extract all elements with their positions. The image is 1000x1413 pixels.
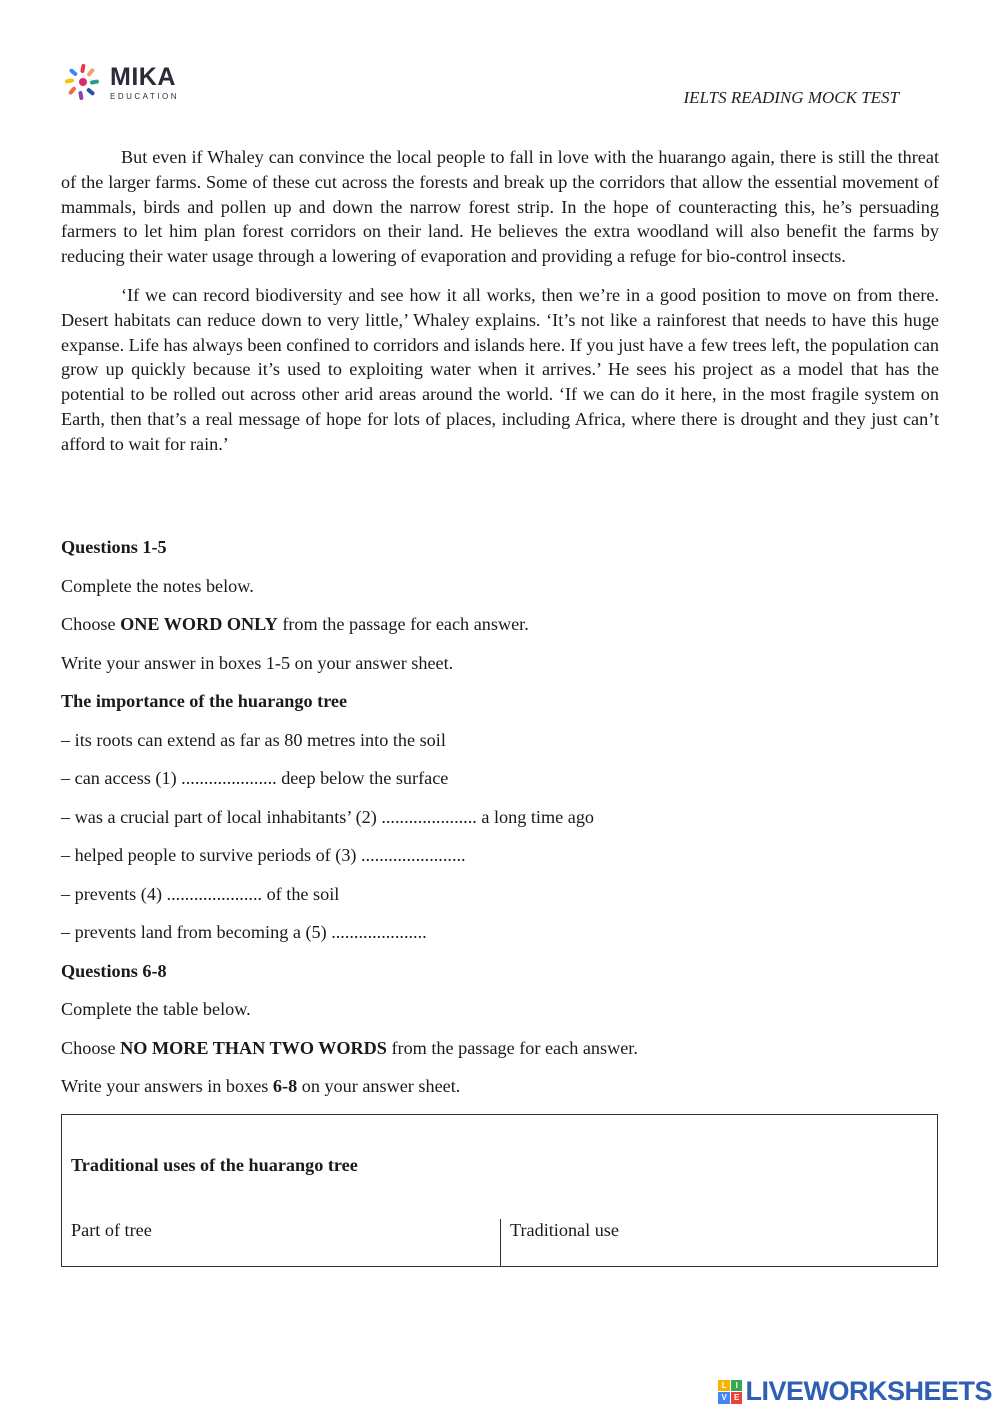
instruction-word-limit (61, 612, 939, 651)
instruction-text: from the passage for each answer. (277, 614, 529, 634)
logo-name: MIKA (110, 63, 176, 91)
passage-paragraph: ‘If we can record biodiversity and see how it all works, then we’re in a good position to move on from there. Desert habitats can reduce down to very little,’ Whaley explains. ‘It’s not like a rainforest that needs to have this huge expanse. Life has always been confined to corridors and islands here. If you just have a few trees left, the population can grow up quickly because it’s used to exploiting water when it arrives.’ He sees his project as a model that has the potential to be rolled out across other arid areas around the world. ‘If we can do it here, in the most fragile system on Earth, then that’s a real message of hope for lots of places, including Africa, where there is drought and they just can’t afford to wait for rain.’ (61, 284, 939, 454)
note-item-question-2: – was a crucial part of local inhabitants’ (2) ..................... a long time ago (61, 806, 595, 827)
questions-6-8-heading: Questions 6-8 (61, 960, 167, 981)
table-title: Traditional uses of the huarango tree (71, 1155, 358, 1175)
instruction-text: Choose (61, 1037, 121, 1058)
logo-subtitle: EDUCATION (110, 92, 180, 101)
uses-table (61, 1114, 938, 1267)
notes-title: The importance of the huarango tree (61, 691, 348, 711)
instruction-emphasis: 6-8 (272, 1076, 298, 1096)
liveworksheets-icon-letter: I (731, 1380, 743, 1392)
instruction-emphasis: NO MORE THAN TWO WORDS (120, 1037, 387, 1058)
questions-section (61, 535, 939, 1113)
note-item-question-1: – can access (1) ..................... deep below the surface (61, 768, 449, 788)
liveworksheets-brand-text: LIVEWORKSHEETS (745, 1376, 992, 1406)
instruction-word-limit (61, 1036, 939, 1075)
note-item: – its roots can extend as far as 80 metres into the soil (61, 729, 446, 750)
liveworksheets-icon-letter: V (718, 1392, 730, 1404)
instruction-answer-boxes: Write your answer in boxes 1-5 on your answer sheet. (61, 652, 454, 673)
reading-passage (61, 145, 939, 471)
instruction-text: Write your answers in boxes (61, 1076, 273, 1096)
instruction-emphasis: ONE WORD ONLY (120, 614, 278, 634)
liveworksheets-icon-letter: E (731, 1392, 743, 1404)
liveworksheets-icon (718, 1380, 742, 1404)
instruction-text: from the passage for each answer. (386, 1037, 638, 1058)
note-item-question-4: – prevents (4) ..................... of the soil (61, 883, 340, 904)
table-header-traditional-use: Traditional use (510, 1220, 619, 1240)
instruction-answer-boxes (61, 1074, 939, 1113)
table-column-divider (500, 1219, 501, 1267)
liveworksheets-icon-letter: L (718, 1380, 730, 1392)
mika-logo-icon (62, 62, 104, 104)
table-header-part-of-tree: Part of tree (71, 1220, 152, 1240)
liveworksheets-logo (718, 1376, 992, 1407)
instruction-text: Choose (61, 614, 121, 634)
note-item-question-3: – helped people to survive periods of (3) ....................... (61, 845, 466, 865)
questions-1-5-heading: Questions 1-5 (61, 537, 167, 557)
mika-logo (62, 62, 179, 104)
instruction-complete-notes: Complete the notes below. (61, 575, 254, 596)
passage-paragraph: But even if Whaley can convince the local people to fall in love with the huarango again, there is still the threat of the larger farms. Some of these cut across the forests and break up the corridors that allow the essential movement of mammals, birds and pollen up and down the narrow forest strip. In the hope of counteracting this, he’s persuading farmers to let him plan forest corridors on their land. He believes the extra woodland will also benefit the farms by reducing their water usage through a lowering of evaporation and providing a refuge for bio-control insects. (61, 147, 939, 267)
instruction-text: on your answer sheet. (297, 1076, 461, 1096)
note-item-question-5: – prevents land from becoming a (5) ..................... (61, 922, 427, 942)
header-title: IELTS READING MOCK TEST (683, 88, 899, 107)
instruction-complete-table: Complete the table below. (61, 999, 251, 1019)
